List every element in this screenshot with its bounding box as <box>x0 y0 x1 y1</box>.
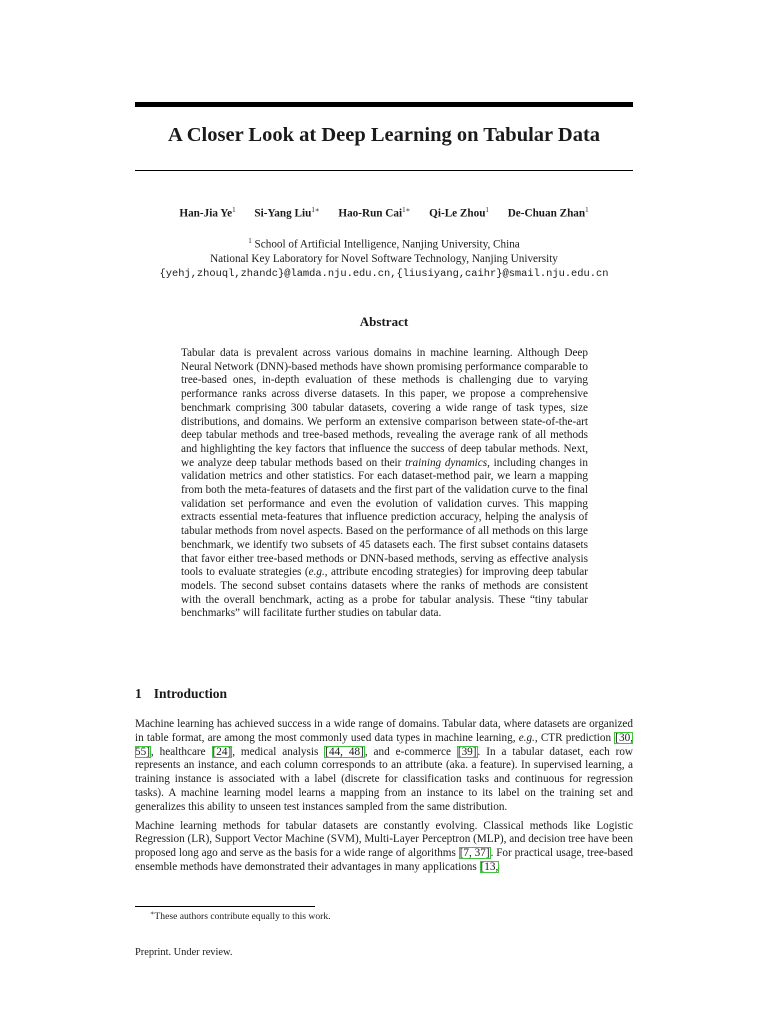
citation-link[interactable]: [7, 37] <box>459 847 490 860</box>
affiliation-line: National Key Laboratory for Novel Software Technology, Nanjing University <box>210 253 558 266</box>
author-list <box>135 206 633 220</box>
author-emails[interactable]: {yehj,zhouql,zhandc}@lamda.nju.edu.cn,{liusiyang,caihr}@smail.nju.edu.cn <box>159 267 609 280</box>
abstract-text: Tabular data is prevalent across various domains in machine learning. Although Deep Neural Network (DNN)-based methods have shown promising performance comparable to tree-based ones, in-depth evaluation of these methods is challenging due to varying performance ranks across diverse datasets. In this paper, we propose a comprehensive benchmark comprising 300 tabular datasets, covering a wide range of task types, size distributions, and domains. We perform an extensive comparison between state-of-the-art deep tabular methods and tree-based methods, revealing the average rank of all methods and highlighting the key factors that influence the success of deep tabular methods. Next, we analyze deep tabular methods based on their training dynamics, including changes in validation metrics and other statistics. For each dataset-method pair, we learn a mapping from both the meta-features of datasets and the first part of the validation curve to the final validation set performance and even the evolution of validation curves. This mapping extracts essential meta-features that influence prediction accuracy, helping the analysis of tabular methods from novel aspects. Based on the performance of all methods on this large benchmark, we identify two subsets of 45 datasets each. The first subset contains datasets that favor either tree-based methods or DNN-based methods, serving as effective analysis tools to evaluate strategies (e.g., attribute encoding strategies) for improving deep tabular models. The second subset contains datasets where the ranks of methods are consistent with the overall benchmark, acting as a probe for tabular analysis. These “tiny tabular benchmarks” will facilitate further studies on tabular data. <box>181 347 588 620</box>
title-bottom-rule <box>135 170 633 171</box>
affiliation-line: $^1$ School of Artificial Intelligence, Nanjing University, China <box>248 237 520 251</box>
footnote: ∗These authors contribute equally to this work. <box>150 910 331 923</box>
citation-link[interactable]: [24] <box>212 745 232 758</box>
paragraph: Machine learning has achieved success in a wide range of domains. Tabular data, where datasets are organized in table format, are among the most commonly used data types in machine learning, e.g., CTR prediction [30, 55], healthcare [24], medical analysis [44, 48], and e-commerce [39]. In a tabular dataset, each row represents an instance, and each column corresponds to an attribute (aka. a feature). In supervised learning, a training instance is associated with a label (discrete for classification tasks and continuous for regression tasks). A machine learning model learns a mapping from an instance to its label on the training set and generalizes this ability to unseen test instances sampled from the same distribution. <box>135 718 634 813</box>
author: Han-Jia Ye$^1$ <box>179 206 236 220</box>
preprint-status: Preprint. Under review. <box>135 947 233 958</box>
introduction-body <box>135 718 633 880</box>
citation-link[interactable]: [39] <box>457 745 477 758</box>
affiliations <box>135 234 633 281</box>
citation-link[interactable]: [13, <box>480 860 499 873</box>
paragraph: Machine learning methods for tabular datasets are constantly evolving. Classical methods like Logistic Regression (LR), Support Vector Machine (SVM), Multi-Layer Perceptron (MLP), and decision tree have been proposed long ago and serve as the basis for a wide range of algorithms [7, 37]. For practical usage, tree-based ensemble methods have demonstrated their advantages in many applications [13, <box>135 819 634 873</box>
author: De-Chuan Zhan$^1$ <box>507 206 589 220</box>
citation-link[interactable]: [30, 55] <box>135 731 633 758</box>
footnote-rule <box>135 906 315 907</box>
title-top-rule <box>135 102 633 107</box>
paper-title: A Closer Look at Deep Learning on Tabular Data <box>167 124 601 146</box>
citation-link[interactable]: [44, 48] <box>325 745 364 758</box>
abstract-heading: Abstract <box>359 314 409 329</box>
author: Qi-Le Zhou$^1$ <box>429 206 489 220</box>
author: Hao-Run Cai$^{1∗}$ <box>338 206 411 220</box>
author: Si-Yang Liu$^{1∗}$ <box>254 206 320 220</box>
section-heading-introduction: 1 Introduction <box>135 686 228 701</box>
